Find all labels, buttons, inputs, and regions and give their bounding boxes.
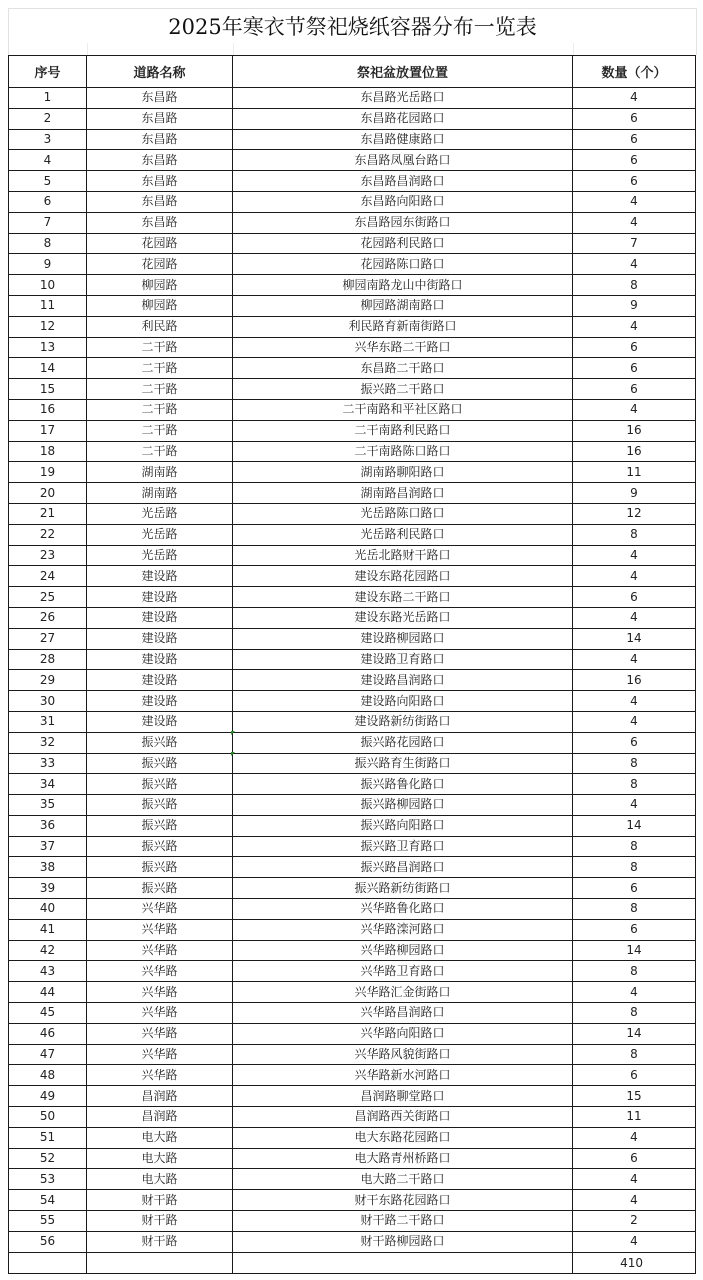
row-index: 42 [9,940,87,961]
row-location: 光岳北路财干路口 [233,545,573,566]
table-row [9,1169,696,1190]
row-index: 19 [9,462,87,483]
row-road-name: 利民路 [87,316,233,337]
row-road-name: 二干路 [87,358,233,379]
row-location: 兴华路鲁化路口 [233,899,573,920]
row-index: 51 [9,1127,87,1148]
row-quantity: 14 [573,815,696,836]
row-road-name: 花园路 [87,254,233,275]
distribution-table [8,55,696,1274]
row-road-name: 柳园路 [87,295,233,316]
row-index: 55 [9,1211,87,1232]
row-location: 兴华路昌润路口 [233,1003,573,1024]
table-row [9,1107,696,1128]
table-row [9,1044,696,1065]
row-quantity: 6 [573,358,696,379]
row-road-name: 建设路 [87,628,233,649]
row-index: 44 [9,982,87,1003]
row-location: 兴华路汇金街路口 [233,982,573,1003]
row-quantity: 16 [573,441,696,462]
row-location: 振兴路昌润路口 [233,857,573,878]
row-location: 花园路陈口路口 [233,254,573,275]
row-index: 10 [9,275,87,296]
row-quantity: 2 [573,1211,696,1232]
row-location: 湖南路昌润路口 [233,483,573,504]
row-index: 43 [9,961,87,982]
row-location: 振兴路育生街路口 [233,753,573,774]
row-location: 昌润路西关街路口 [233,1107,573,1128]
row-road-name: 柳园路 [87,275,233,296]
table-row [9,815,696,836]
table-row [9,919,696,940]
row-road-name: 东昌路 [87,108,233,129]
row-road-name: 振兴路 [87,878,233,899]
row-road-name: 财干路 [87,1231,233,1252]
row-quantity: 4 [573,212,696,233]
row-road-name: 兴华路 [87,919,233,940]
row-road-name: 东昌路 [87,129,233,150]
row-quantity: 6 [573,878,696,899]
table-row [9,1211,696,1232]
row-quantity: 4 [573,1169,696,1190]
table-row [9,524,696,545]
row-location: 电大东路花园路口 [233,1127,573,1148]
row-index: 8 [9,233,87,254]
row-index: 47 [9,1044,87,1065]
row-road-name: 兴华路 [87,1044,233,1065]
row-quantity: 6 [573,919,696,940]
table-row [9,1231,696,1252]
row-road-name: 光岳路 [87,503,233,524]
row-road-name: 光岳路 [87,545,233,566]
row-location: 振兴路花园路口 [233,732,573,753]
row-road-name: 兴华路 [87,1003,233,1024]
header-index: 序号 [9,56,87,88]
row-road-name: 兴华路 [87,899,233,920]
row-location: 湖南路聊阳路口 [233,462,573,483]
row-quantity: 8 [573,524,696,545]
row-index: 45 [9,1003,87,1024]
row-quantity: 9 [573,483,696,504]
table-row [9,670,696,691]
sheet-title: 2025年寒衣节祭祀烧纸容器分布一览表 [8,8,697,43]
row-location: 二干南路陈口路口 [233,441,573,462]
row-quantity: 4 [573,711,696,732]
row-index: 54 [9,1190,87,1211]
row-road-name: 振兴路 [87,836,233,857]
row-location: 兴华路新水河路口 [233,1065,573,1086]
row-road-name: 东昌路 [87,88,233,109]
row-location: 兴华路向阳路口 [233,1023,573,1044]
row-road-name: 建设路 [87,691,233,712]
row-location: 光岳路陈口路口 [233,503,573,524]
row-road-name: 东昌路 [87,191,233,212]
row-index: 17 [9,420,87,441]
row-road-name: 东昌路 [87,171,233,192]
row-quantity: 9 [573,295,696,316]
row-index: 27 [9,628,87,649]
table-row [9,337,696,358]
table-row [9,171,696,192]
row-index: 32 [9,732,87,753]
table-row [9,1127,696,1148]
table-row [9,129,696,150]
table-row [9,566,696,587]
table-row [9,316,696,337]
row-road-name: 东昌路 [87,150,233,171]
row-location: 振兴路鲁化路口 [233,774,573,795]
table-row [9,150,696,171]
row-location: 财干路二干路口 [233,1211,573,1232]
table-row [9,254,696,275]
table-row [9,753,696,774]
row-location: 振兴路新纺街路口 [233,878,573,899]
table-row [9,691,696,712]
row-quantity: 4 [573,1127,696,1148]
table-row [9,1003,696,1024]
row-index: 41 [9,919,87,940]
table-row [9,1065,696,1086]
row-location: 财干东路花园路口 [233,1190,573,1211]
row-quantity: 4 [573,1231,696,1252]
table-row [9,878,696,899]
row-location: 柳园路湖南路口 [233,295,573,316]
row-location: 电大路二干路口 [233,1169,573,1190]
table-row [9,711,696,732]
row-quantity: 8 [573,899,696,920]
table-row [9,587,696,608]
table-row [9,628,696,649]
row-road-name: 建设路 [87,607,233,628]
row-road-name: 兴华路 [87,982,233,1003]
row-location: 东昌路园东街路口 [233,212,573,233]
table-row [9,233,696,254]
table-row [9,399,696,420]
row-quantity: 4 [573,649,696,670]
table-row [9,295,696,316]
row-index: 36 [9,815,87,836]
table-row [9,462,696,483]
row-index: 11 [9,295,87,316]
row-road-name: 二干路 [87,337,233,358]
row-road-name: 财干路 [87,1211,233,1232]
row-road-name: 电大路 [87,1127,233,1148]
table-row [9,732,696,753]
row-quantity: 6 [573,108,696,129]
row-quantity: 4 [573,607,696,628]
row-quantity: 11 [573,462,696,483]
total-row [9,1252,696,1273]
row-quantity: 6 [573,1065,696,1086]
table-row [9,483,696,504]
row-index: 5 [9,171,87,192]
row-location: 建设路柳园路口 [233,628,573,649]
row-quantity: 15 [573,1086,696,1107]
row-road-name: 振兴路 [87,795,233,816]
table-row [9,441,696,462]
row-quantity: 8 [573,1003,696,1024]
row-quantity: 4 [573,545,696,566]
row-location: 兴华路滦河路口 [233,919,573,940]
row-quantity: 6 [573,587,696,608]
total-index-cell [9,1252,87,1273]
row-location: 东昌路光岳路口 [233,88,573,109]
row-index: 29 [9,670,87,691]
table-row [9,379,696,400]
table-body [9,88,696,1253]
row-location: 振兴路卫育路口 [233,836,573,857]
row-road-name: 东昌路 [87,212,233,233]
row-quantity: 4 [573,399,696,420]
row-index: 38 [9,857,87,878]
total-location-cell [233,1252,573,1273]
row-road-name: 二干路 [87,441,233,462]
row-road-name: 昌润路 [87,1086,233,1107]
row-location: 兴华东路二干路口 [233,337,573,358]
row-road-name: 兴华路 [87,961,233,982]
row-quantity: 4 [573,566,696,587]
row-index: 49 [9,1086,87,1107]
row-index: 53 [9,1169,87,1190]
row-road-name: 湖南路 [87,483,233,504]
row-road-name: 建设路 [87,566,233,587]
row-index: 30 [9,691,87,712]
row-index: 28 [9,649,87,670]
row-location: 财干路柳园路口 [233,1231,573,1252]
row-index: 31 [9,711,87,732]
row-location: 兴华路卫育路口 [233,961,573,982]
row-road-name: 建设路 [87,649,233,670]
table-row [9,191,696,212]
row-index: 21 [9,503,87,524]
table-row [9,420,696,441]
row-quantity: 8 [573,857,696,878]
row-quantity: 4 [573,254,696,275]
row-location: 东昌路健康路口 [233,129,573,150]
table-row [9,774,696,795]
row-location: 振兴路二干路口 [233,379,573,400]
row-road-name: 光岳路 [87,524,233,545]
row-index: 34 [9,774,87,795]
row-location: 昌润路聊堂路口 [233,1086,573,1107]
row-index: 37 [9,836,87,857]
row-index: 12 [9,316,87,337]
row-road-name: 振兴路 [87,857,233,878]
table-row [9,212,696,233]
row-quantity: 8 [573,753,696,774]
row-location: 光岳路利民路口 [233,524,573,545]
row-road-name: 花园路 [87,233,233,254]
row-quantity: 6 [573,150,696,171]
row-road-name: 兴华路 [87,940,233,961]
row-location: 东昌路花园路口 [233,108,573,129]
row-location: 建设路新纺街路口 [233,711,573,732]
table-row [9,503,696,524]
row-index: 50 [9,1107,87,1128]
row-location: 振兴路柳园路口 [233,795,573,816]
row-road-name: 湖南路 [87,462,233,483]
table-row [9,857,696,878]
header-quantity: 数量（个） [573,56,696,88]
table-row [9,1190,696,1211]
header-location: 祭祀盆放置位置 [233,56,573,88]
row-road-name: 建设路 [87,711,233,732]
row-quantity: 6 [573,1148,696,1169]
row-location: 利民路育新南街路口 [233,316,573,337]
row-location: 建设东路光岳路口 [233,607,573,628]
row-location: 建设东路花园路口 [233,566,573,587]
row-quantity: 8 [573,961,696,982]
row-road-name: 兴华路 [87,1065,233,1086]
row-quantity: 16 [573,670,696,691]
row-location: 二干南路和平社区路口 [233,399,573,420]
table-row [9,545,696,566]
row-location: 东昌路昌润路口 [233,171,573,192]
row-index: 2 [9,108,87,129]
table-row [9,795,696,816]
table-row [9,836,696,857]
header-row [9,56,696,88]
row-quantity: 11 [573,1107,696,1128]
row-location: 二干南路利民路口 [233,420,573,441]
row-quantity: 4 [573,1190,696,1211]
row-location: 兴华路柳园路口 [233,940,573,961]
row-index: 22 [9,524,87,545]
table-row [9,899,696,920]
row-index: 23 [9,545,87,566]
row-road-name: 二干路 [87,420,233,441]
row-index: 33 [9,753,87,774]
row-quantity: 12 [573,503,696,524]
row-location: 东昌路二干路口 [233,358,573,379]
row-road-name: 振兴路 [87,753,233,774]
row-quantity: 4 [573,691,696,712]
row-index: 48 [9,1065,87,1086]
row-index: 56 [9,1231,87,1252]
row-road-name: 建设路 [87,587,233,608]
row-location: 东昌路凤凰台路口 [233,150,573,171]
blank-spacer-row [8,43,697,55]
row-quantity: 4 [573,88,696,109]
row-index: 1 [9,88,87,109]
table-row [9,108,696,129]
row-road-name: 二干路 [87,379,233,400]
row-quantity: 8 [573,774,696,795]
row-quantity: 8 [573,1044,696,1065]
row-quantity: 4 [573,191,696,212]
table-row [9,358,696,379]
row-quantity: 6 [573,337,696,358]
row-road-name: 兴华路 [87,1023,233,1044]
row-index: 18 [9,441,87,462]
row-quantity: 8 [573,836,696,857]
table-row [9,1148,696,1169]
row-road-name: 财干路 [87,1190,233,1211]
table-row [9,961,696,982]
table-row [9,1023,696,1044]
row-index: 46 [9,1023,87,1044]
row-quantity: 6 [573,171,696,192]
table-row [9,607,696,628]
row-location: 建设东路二干路口 [233,587,573,608]
row-index: 52 [9,1148,87,1169]
cell-indicator-icon [231,752,235,756]
row-road-name: 电大路 [87,1169,233,1190]
row-index: 4 [9,150,87,171]
row-quantity: 6 [573,732,696,753]
row-location: 兴华路风貌街路口 [233,1044,573,1065]
row-quantity: 16 [573,420,696,441]
row-location: 建设路向阳路口 [233,691,573,712]
row-index: 25 [9,587,87,608]
row-quantity: 4 [573,982,696,1003]
row-road-name: 电大路 [87,1148,233,1169]
row-quantity: 4 [573,316,696,337]
table-row [9,275,696,296]
row-location: 建设路昌润路口 [233,670,573,691]
row-road-name: 振兴路 [87,815,233,836]
row-location: 电大路青州桥路口 [233,1148,573,1169]
row-index: 16 [9,399,87,420]
table-row [9,88,696,109]
cell-indicator-icon [231,731,235,735]
total-quantity: 410 [573,1252,696,1273]
row-index: 26 [9,607,87,628]
row-index: 7 [9,212,87,233]
row-quantity: 8 [573,275,696,296]
row-location: 花园路利民路口 [233,233,573,254]
row-index: 3 [9,129,87,150]
row-index: 40 [9,899,87,920]
row-quantity: 6 [573,129,696,150]
table-row [9,1086,696,1107]
row-index: 35 [9,795,87,816]
row-quantity: 14 [573,1023,696,1044]
table-row [9,649,696,670]
row-location: 东昌路向阳路口 [233,191,573,212]
row-road-name: 二干路 [87,399,233,420]
row-index: 15 [9,379,87,400]
row-index: 14 [9,358,87,379]
table-row [9,982,696,1003]
row-quantity: 14 [573,628,696,649]
row-index: 9 [9,254,87,275]
row-location: 振兴路向阳路口 [233,815,573,836]
row-road-name: 昌润路 [87,1107,233,1128]
row-index: 20 [9,483,87,504]
row-index: 39 [9,878,87,899]
row-index: 24 [9,566,87,587]
row-location: 柳园南路龙山中街路口 [233,275,573,296]
row-quantity: 4 [573,795,696,816]
header-road-name: 道路名称 [87,56,233,88]
row-quantity: 6 [573,379,696,400]
row-quantity: 7 [573,233,696,254]
row-location: 建设路卫育路口 [233,649,573,670]
row-road-name: 建设路 [87,670,233,691]
table-row [9,940,696,961]
row-road-name: 振兴路 [87,774,233,795]
row-road-name: 振兴路 [87,732,233,753]
row-quantity: 14 [573,940,696,961]
row-index: 6 [9,191,87,212]
row-index: 13 [9,337,87,358]
total-road-cell [87,1252,233,1273]
